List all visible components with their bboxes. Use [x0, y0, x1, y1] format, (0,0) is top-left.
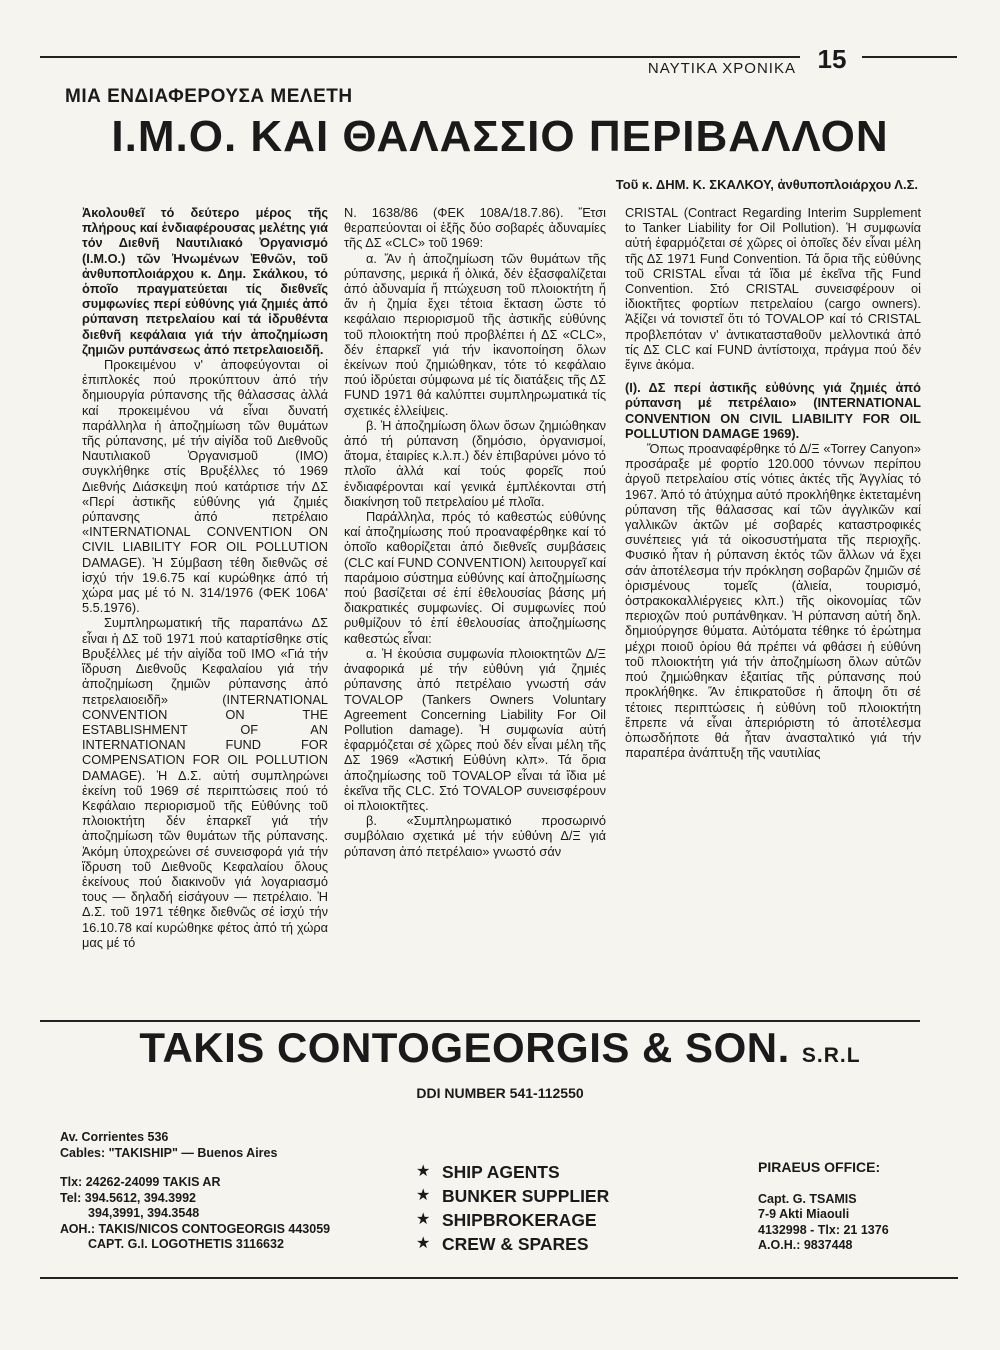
- article-headline: Ι.Μ.Ο. ΚΑΙ ΘΑΛΑΣΣΙΟ ΠΕΡΙΒΑΛΛΟΝ: [111, 112, 889, 161]
- ad-service-label: CREW & SPARES: [442, 1234, 589, 1254]
- article-paragraph: CRISTAL (Contract Regarding Interim Supplement to Tanker Liability for Oil Pollution). Ἡ συμφωνία αὐτή ἐφαρμόζεται σέ χῶρες οἱ ὁποῖες δέν εἶναι μέλη τῆς ΔΣ 1971 Fund Convention. Τά ὅρια τῆς εὐθύνης τοῦ CRISTAL εἶναι τά ἴδια μέ ἐκεῖνα τῆς Fund Convention. Στό CRISTAL συνεισφέρουν οἱ ἰδιοκτῆτες φορτίων πετρελαίου (cargo owners). Ἀξίζει νά τονιστεῖ ὅτι τό TOVALOP καί τό CRISTAL προβλεπόταν ν' ἀντικατασταθοῦν μελλοντικά ἀπό τίς ΔΣ CLC καί FUND ἀντίστοιχα, πράγμα πού δέν ἔγινε ἀκόμα.: [625, 205, 921, 373]
- ad-ddi-number: DDI NUMBER 541-112550: [416, 1085, 584, 1101]
- article-paragraph: Προκειμένου ν' ἀποφεύγονται οἱ ἐπιπλοκές πού προκύπτουν ἀπό τήν δημιουργία ρύπανσης τῆς θάλασσας ἀλλά καί προκειμένου νά εἶναι δυνατή παράλληλα ἡ ἀποζημίωση τῶν θυμάτων τῆς ρύπανσης, μέ τήν αἰγίδα τοῦ Διεθνοῦς Ναυτιλιακοῦ Ὀργανισμοῦ (IMO) συγκλήθηκε στίς Βρυξέλλες τό 1969 Διεθνής Διάσκεψη πού κατάρτισε τήν ΔΣ «Περί ἀστικῆς εὐθύνης γιά ζημιές ρύπανσης ἀπό πετρέλαιο «INTERNATIONAL CONVENTION ON CIVIL LIABILITY FOR OIL POLLUTION DAMAGE). Ἡ Σύμβαση τέθη διεθνῶς σέ ἰσχύ τήν 19.6.75 καί κυρώθηκε ἀπό τή χώρα μας μέ τό Ν. 314/1976 (ΦΕΚ 106Α' 5.5.1976).: [82, 357, 328, 616]
- article-paragraph: Συμπληρωματική τῆς παραπάνω ΔΣ εἶναι ἡ ΔΣ τοῦ 1971 πού καταρτίσθηκε στίς Βρυξέλλες μέ τήν αἰγίδα τοῦ IMO «Γιά τήν ἵδρυση Διεθνοῦς Κεφαλαίου γιά τήν ἀποζημίωση ζημιῶν ρύπανσης ἀπό πετρελαιοειδῆ» (INTERNATIONAL CONVENTION ON THE ESTABLISHMENT OF AN INTERNATIONAN FUND FOR COMPENSATION FOR OIL POLLUTION DAMAGE). Ἡ Δ.Σ. αὐτή συμπληρώνει ἐκείνη τοῦ 1969 σέ περιπτώσεις πού τό Κεφάλαιο περιορισμοῦ τῆς Εὐθύνης τοῦ πλοιοκτήτη δέν ἐπαρκεῖ γιά τήν ἀποζημίωση τῶν θυμάτων τῆς ρύπανσης. Ἀκόμη ὑποχρεώνει σέ συνεισφορά γιά τήν ἵδρυση τοῦ Διεθνοῦς Κεφαλαίου ὅλους ἐκείνους πού διακινοῦν γιά λογαριασμό τους — δηλαδή εἰσάγουν — πετρέλαιο. Ἡ Δ.Σ. τοῦ 1971 τέθηκε διεθνῶς σέ ἰσχύ τήν 16.10.78 καί κυρώθηκε φέτος ἀπό τή χώρα μας μέ τό: [82, 615, 328, 950]
- ad-piraeus-office: [758, 1160, 889, 1254]
- ad-piraeus-phone: 4132998 - Tlx: 21 1376: [758, 1222, 889, 1237]
- page-number: 15: [817, 44, 847, 74]
- ad-service-item: [416, 1184, 609, 1208]
- ad-service-item: [416, 1160, 609, 1184]
- article-paragraph: Παράλληλα, πρός τό καθεστώς εὐθύνης καί ἀποζημίωσης πού προαναφέρθηκε καί τό ὁποῖο καθορίζεται ἀπό διεθνεῖς συμβάσεις (CLC καί FUND CONVENTION) λειτουργεῖ καί παράμοιο σύστημα εὐθύνης καί ἀποζημίωσης πού βασίζεται σέ ἐπί ἐθελουσίας βάσης μή διακρατικές συμφωνίες. Οἱ συμφωνίες πού ρυθμίζουν τό ἐπί ἐθελουσίας ἀποζημίωσης καθεστώς εἶναι:: [344, 509, 606, 646]
- ad-piraeus-after-hours: A.O.H.: 9837448: [758, 1238, 853, 1252]
- ad-company-name: [0, 1024, 1000, 1072]
- ad-company-title: TAKIS CONTOGEORGIS & SON.: [139, 1024, 790, 1071]
- article-column-2: [344, 205, 606, 859]
- advertisement-top-rule: [40, 1020, 920, 1022]
- ad-service-item: [416, 1232, 609, 1256]
- publication-name: ΝΑΥΤΙΚΑ ΧΡΟΝΙΚΑ: [647, 60, 796, 77]
- ad-after-hours: ΑΟΗ.: TAKIS/NICOS CONTOGEORGIS 443059: [60, 1221, 331, 1236]
- star-icon: ★: [416, 1211, 431, 1228]
- article-paragraph: α. Ἄν ἡ ἀποζημίωση τῶν θυμάτων τῆς ρύπανσης, μερικά ἤ ὁλικά, δέν ἐξασφαλίζεται ἀπό ἀδυναμία ἤ πτώχευση τοῦ πλοιοκτήτη ἤ ἄν ἡ ζημία ἔχει τέτοια ἔκταση ὥστε τό κεφάλαιο περιορισμοῦ τῆς ἀστικῆς εὐθύνης τοῦ πλοιοκτήτη πού προβλέπει ἡ ΔΣ «CLC», δέν ἐπαρκεῖ γιά τήν ἱκανοποίηση ὅλων ἐκείνων πού ζημιώθηκαν, τότε τό κεφάλαιο πού ἱδρύεται σύμφωνα μέ τίς διατάξεις τῆς ΔΣ FUND 1971 θά καλύπτει συμπληρωματικά τίς σχετικές ἐλλείψεις.: [344, 250, 606, 418]
- ad-services-list: [416, 1160, 609, 1256]
- ad-telephone-more: 394,3991, 394.3548: [88, 1206, 200, 1220]
- ad-service-item: [416, 1208, 609, 1232]
- article-lead-paragraph: Ἀκολουθεῖ τό δεύτερο μέρος τῆς πλήρους καί ἐνδιαφέρουσας μελέτης γιά τόν Διεθνῆ Ναυτιλιακό Ὀργανισμό (I.M.O.) τῶν Ἡνωμένων Ἐθνῶν, τοῦ ἀνθυποπλοιάρχου κ. Δημ. Σκάλκου, τό ὁποῖο πραγματεύεται τίς διεθνεῖς συμφωνίες περί εὐθύνης γιά ζημιές ἀπό ρύπανση πετρελαίου καί τά ἱδρυθέντα διεθνῆ κεφάλαια γιά τήν ἀποζημίωση ζημιῶν ρυπάνσεως ἀπό πετρελαιοειδῆ.: [82, 205, 328, 357]
- article-column-3: [625, 205, 921, 760]
- ad-telex: Tlx: 24262-24099 TAKIS AR: [60, 1175, 221, 1189]
- article-byline: Τοῦ κ. ΔΗΜ. Κ. ΣΚΑΛΚΟΥ, ἀνθυποπλοιάρχου Λ.Σ.: [615, 177, 918, 192]
- ad-piraeus-address: 7-9 Akti Miaouli: [758, 1207, 850, 1221]
- article-column-1: [82, 205, 328, 950]
- ad-piraeus-contact: Capt. G. TSAMIS: [758, 1191, 857, 1206]
- ad-address: Av. Corrientes 536: [60, 1130, 169, 1144]
- header-rule-right: [862, 56, 957, 58]
- header-rule-left: [40, 56, 800, 58]
- star-icon: ★: [416, 1163, 431, 1180]
- ad-telephone: Tel: 394.5612, 394.3992: [60, 1190, 196, 1205]
- star-icon: ★: [416, 1187, 431, 1204]
- article-paragraph: Ν. 1638/86 (ΦΕΚ 108Α/18.7.86). Ἔτσι θεραπεύονται οἱ ἑξῆς δύο σοβαρές ἀδυναμίες τῆς ΔΣ «CLC» τοῦ 1969:: [344, 205, 606, 251]
- article-kicker: ΜΙΑ ΕΝΔΙΑΦΕΡΟΥΣΑ ΜΕΛΕΤΗ: [65, 86, 353, 107]
- advertisement-bottom-rule: [40, 1277, 958, 1279]
- ad-piraeus-heading: PIRAEUS OFFICE:: [758, 1159, 881, 1175]
- article-paragraph: Ὅπως προαναφέρθηκε τό Δ/Ξ «Torrey Canyon» προσάραξε μέ φορτίο 120.000 τόννων περίπου ἀργοῦ πετρελαίου στίς νότιες ἀκτές τῆς Ἀγγλίας τό 1967. Ἀπό τό ἀτύχημα αὐτό προκλήθηκε ἐκτεταμένη ρύπανση τῆς θάλασσας καί τῶν ἀγγλικῶν καί γαλλικῶν ἀκτῶν μέ σοβαρές καταστροφικές συνέπειες γιά τά οἰκοσυστήματα τῆς περιοχῆς. Φυσικό ἦταν ἡ ρύπανση ἐκτός τῶν ἄλλων νά ἔχει σάν ἀποτέλεσμα τήν πρόκληση σοβαρῶν ζημιῶν σέ ὁρισμένους τομεῖς (ἁλιεία, τουρισμό, ὀστρακοκαλλιέργειες κλπ.) τῆς οἰκονομίας τῶν περιοχῶν πού ρυπάνθηκαν. Ἡ ρύπανση αὐτή δηλ. δημιούργησε θύματα. Αὐτόματα τέθηκε τό ἐρώτημα μέχρι ποιοῦ ὁρίου θά πρέπει νά φθάσει ἡ εὐθύνη τοῦ πλοιοκτήτη γιά τήν ἀποζημίωση ὅλων αὐτῶν πού ζημιώθηκαν ἐξαιτίας τῆς ρύπανσης πού προκλήθηκε. Ἄν ἐπικρατοῦσε ἡ ἄποψη ὅτι σέ τέτοιες περιπτώσεις ἡ εὐθύνη τοῦ πλοιοκτήτη ἔπρεπε νά εἶναι ἀπεριόριστη τό ἀποτέλεσμα ὁπωσδήποτε θά ἦταν ἀνασταλτικό γιά τήν παραπέρα ἀνάπτυξη τῆς ναυτιλίας: [625, 441, 921, 761]
- article-subheading: (Ι). ΔΣ περί ἀστικῆς εὐθύνης γιά ζημιές ἀπό ρύπανση μέ πετρέλαιο» (INTERNATIONAL CONVENTION ON CIVIL LIABILITY FOR OIL POLLUTION DAMAGE 1969).: [625, 380, 921, 441]
- ad-cables: Cables: "TAKISHIP" — Buenos Aires: [60, 1145, 278, 1160]
- ad-service-label: BUNKER SUPPLIER: [442, 1186, 610, 1206]
- ad-buenos-aires-contact: [60, 1130, 330, 1253]
- ad-after-hours-more: CAPT. G.I. LOGOTHETIS 3116632: [88, 1237, 284, 1251]
- ad-company-suffix: S.R.L: [801, 1044, 861, 1067]
- ad-service-label: SHIP AGENTS: [442, 1162, 560, 1182]
- star-icon: ★: [416, 1235, 431, 1252]
- ad-service-label: SHIPBROKERAGE: [442, 1210, 597, 1230]
- article-paragraph: β. Ἡ ἀποζημίωση ὅλων ὅσων ζημιώθηκαν ἀπό τή ρύπανση (δημόσιο, ὀργανισμοί, ἄτομα, ἑταιρίες κ.λ.π.) δέν ἐπιβαρύνει μόνο τό πλοῖο ἀλλά καί τούς φορεῖς πού ἐνδιαφέρονται καί γενικά ἐμπλέκονται στή διακίνηση τοῦ πετρελαίου μέ πλοῖα.: [344, 417, 606, 509]
- article-paragraph: α. Ἡ ἑκούσια συμφωνία πλοιοκτητῶν Δ/Ξ ἀναφορικά μέ τήν εὐθύνη γιά ζημιές ρύπανσης ἀπό πετρέλαιο γνωστή σάν TOVALOP (Tankers Owners Voluntary Agreement Concerning Liability For Oil Pollution damage). Ἡ συμφωνία αὐτή ἐφαρμόζεται σέ χῶρες πού δέν εἶναι μέλη τῆς ΔΣ 1969 «Ἀστική Εὐθύνη κλπ». Τά ὅρια ἀποζημίωσης τοῦ TOVALOP εἶναι τά ἴδια μέ ἐκεῖνα τῆς CLC. Στό TOVALOP συνεισφέρουν οἱ πλοιοκτῆτες.: [344, 645, 606, 813]
- article-paragraph: β. «Συμπληρωματικό προσωρινό συμβόλαιο σχετικά μέ τήν εὐθύνη Δ/Ξ γιά ρύπανση ἀπό πετρέλαιο» γνωστό σάν: [344, 813, 606, 859]
